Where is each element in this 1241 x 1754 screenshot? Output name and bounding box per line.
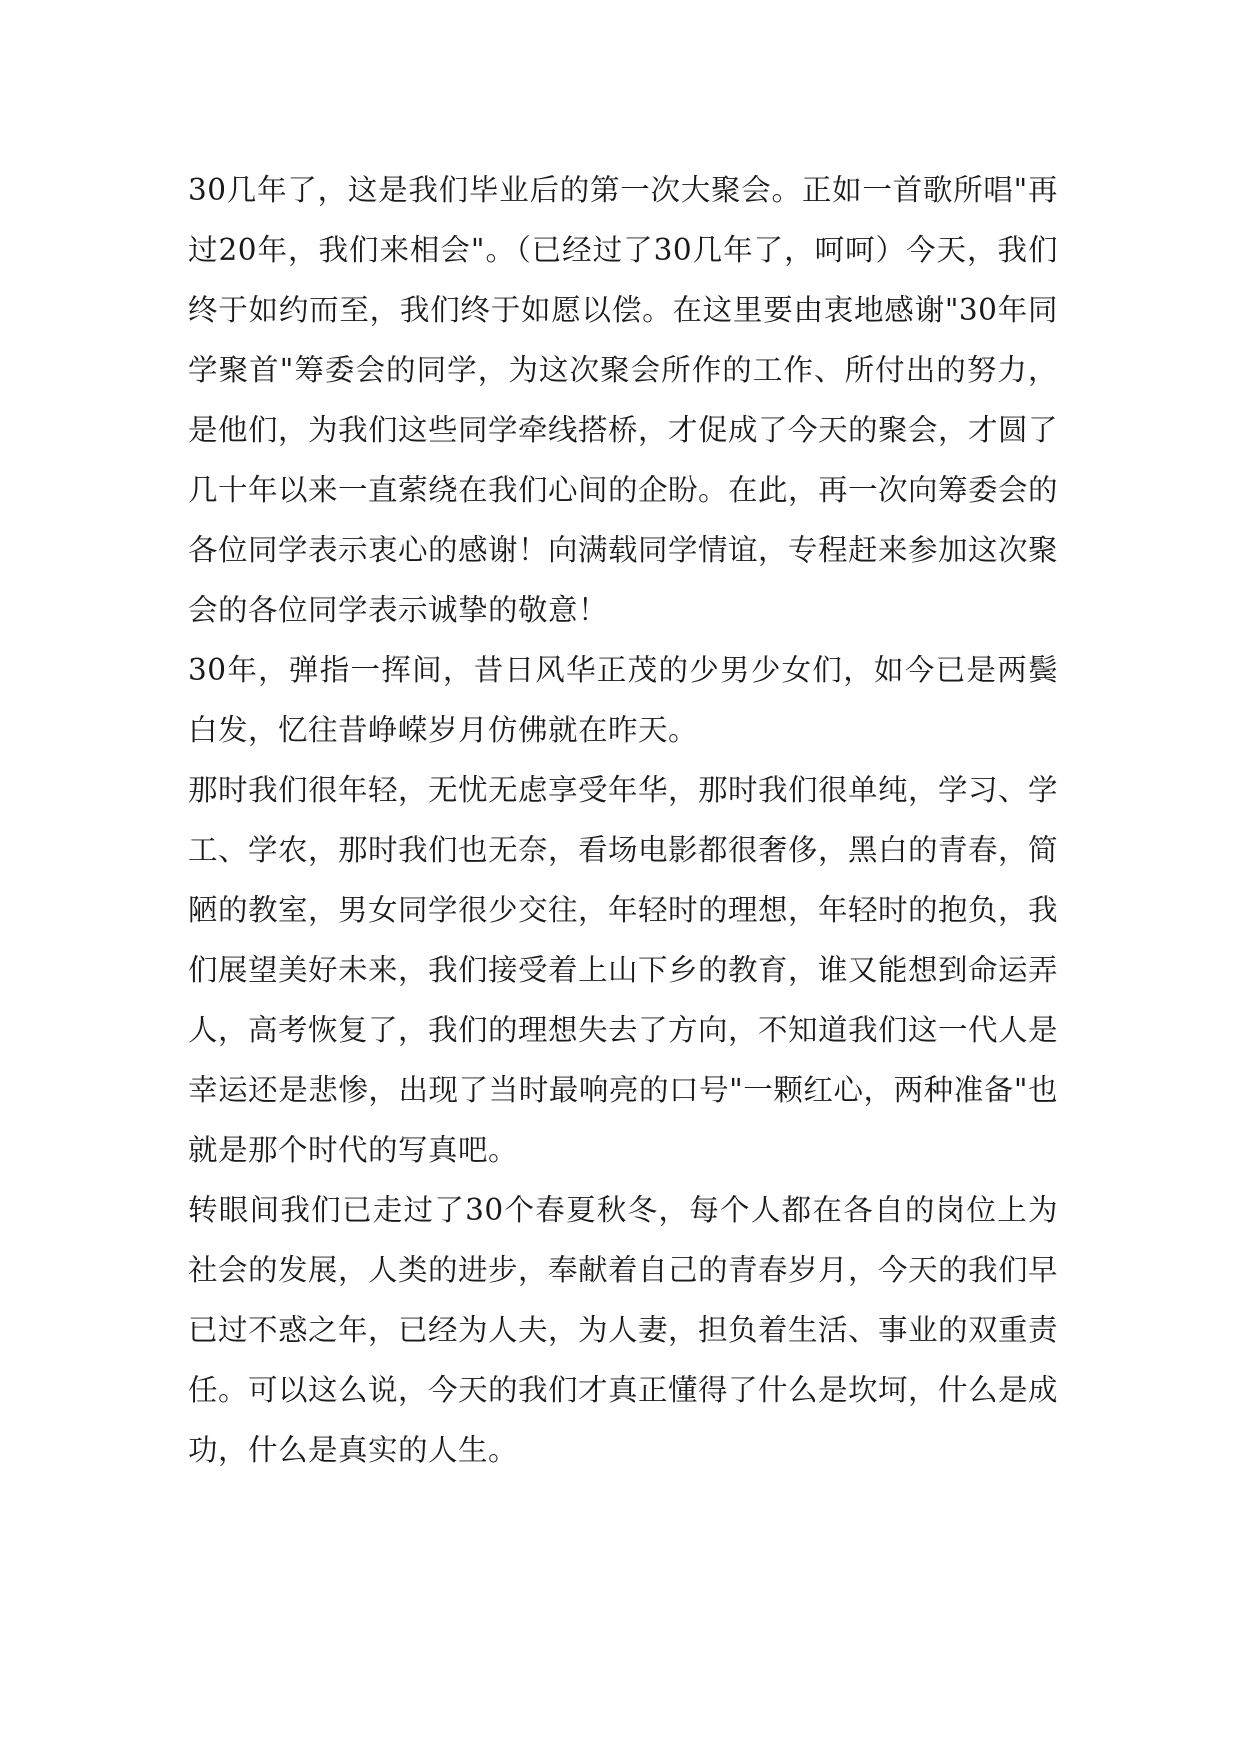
document-body — [188, 160, 1058, 1480]
paragraph-3: 那时我们很年轻，无忧无虑享受年华，那时我们很单纯，学习、学工、学农，那时我们也无奈，看场电影都很奢侈，黑白的青春，简陋的教室，男女同学很少交往，年轻时的理想，年轻时的抱负，我们展望美好未来，我们接受着上山下乡的教育，谁又能想到命运弄人，高考恢复了，我们的理想失去了方向，不知道我们这一代人是幸运还是悲惨，出现了当时最响亮的口号"一颗红心，两种准备"也就是那个时代的写真吧。 — [188, 773, 1059, 1167]
paragraph-1: 30几年了，这是我们毕业后的第一次大聚会。正如一首歌所唱"再过20年，我们来相会"。（已经过了30几年了，呵呵）今天，我们终于如约而至，我们终于如愿以偿。在这里要由衷地感谢"30年同学聚首"筹委会的同学，为这次聚会所作的工作、所付出的努力，是他们，为我们这些同学牵线搭桥，才促成了今天的聚会，才圆了几十年以来一直萦绕在我们心间的企盼。在此，再一次向筹委会的各位同学表示衷心的感谢！向满载同学情谊，专程赶来参加这次聚会的各位同学表示诚挚的敬意！ — [188, 173, 1059, 627]
paragraph-2: 30年，弹指一挥间，昔日风华正茂的少男少女们，如今已是两鬓白发，忆往昔峥嵘岁月仿佛就在昨天。 — [188, 653, 1058, 747]
paragraph-4: 转眼间我们已走过了30个春夏秋冬，每个人都在各自的岗位上为社会的发展，人类的进步，奉献着自己的青春岁月，今天的我们早已过不惑之年，已经为人夫，为人妻，担负着生活、事业的双重责任。可以这么说，今天的我们才真正懂得了什么是坎坷，什么是成功，什么是真实的人生。 — [188, 1193, 1059, 1467]
